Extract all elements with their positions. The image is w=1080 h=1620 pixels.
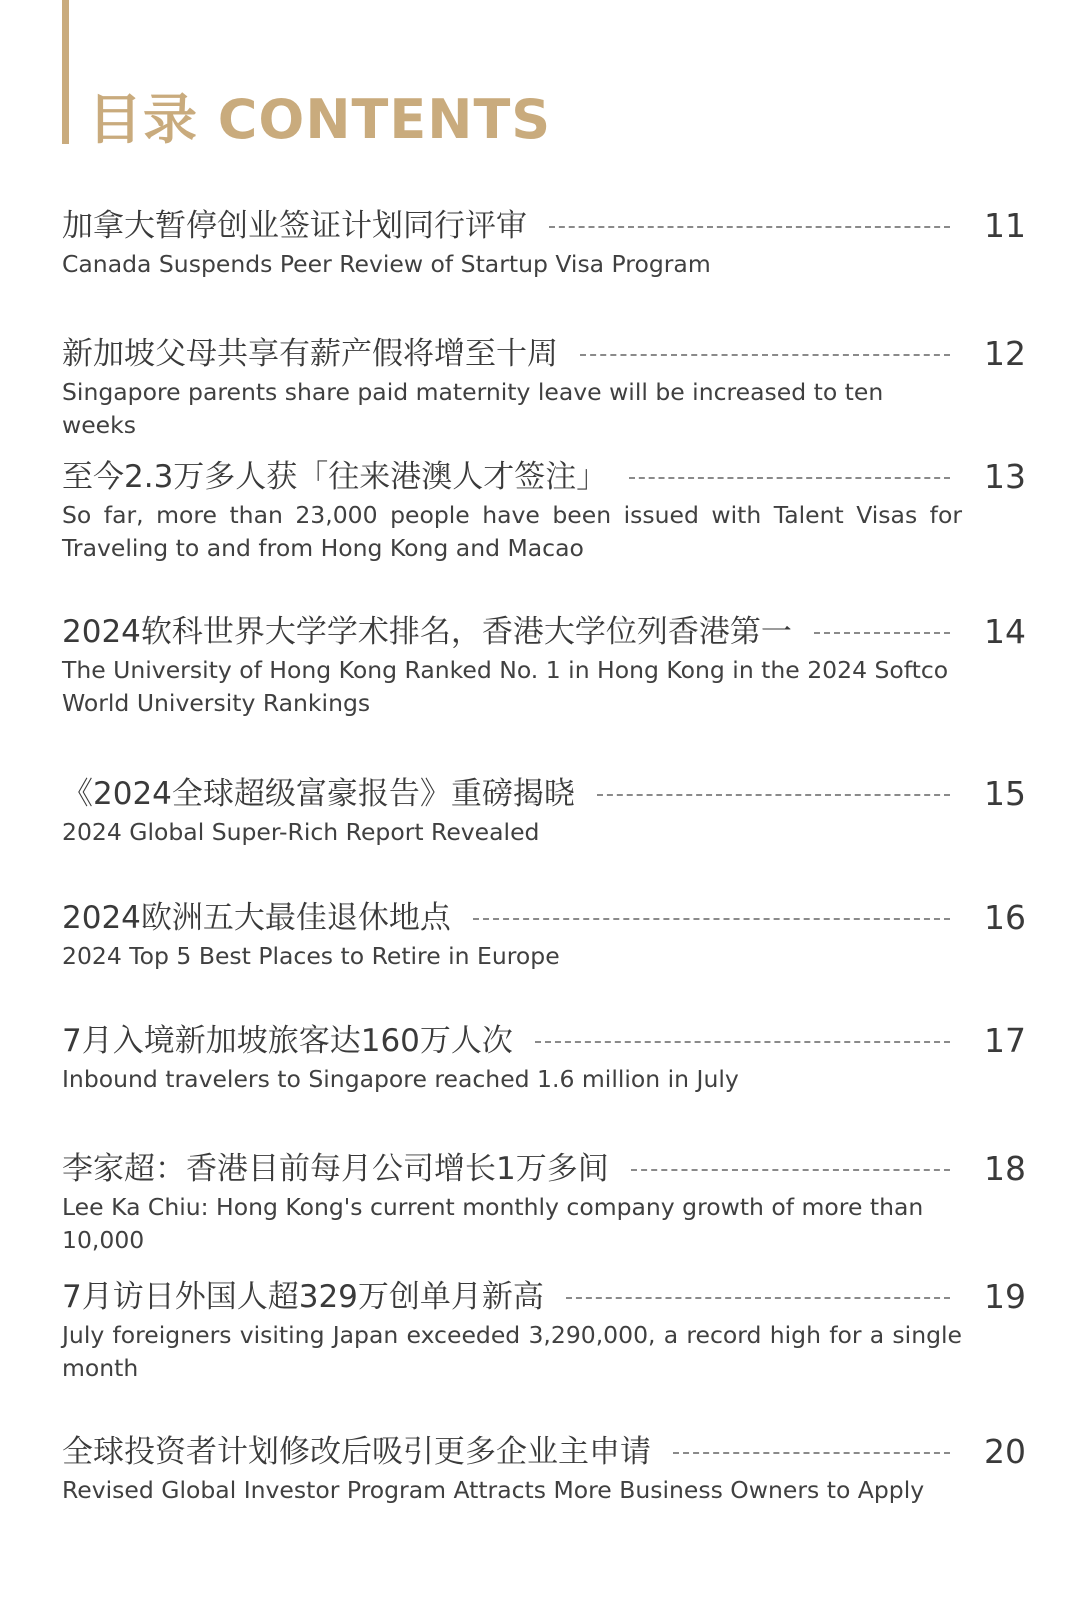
dot-leader: [631, 1169, 950, 1171]
toc-title-zh: 加拿大暂停创业签证计划同行评审: [62, 208, 527, 244]
toc-title-zh: 新加坡父母共享有薪产假将增至十周: [62, 336, 558, 372]
page-number: 12: [984, 334, 1026, 373]
dot-leader: [473, 918, 950, 920]
toc-title-en: Lee Ka Chiu: Hong Kong's current monthly company growth of more than 10,000: [62, 1193, 924, 1254]
toc-entry[interactable]: [62, 1145, 1026, 1257]
toc-title-en: Revised Global Investor Program Attracts More Business Owners to Apply: [62, 1476, 925, 1504]
toc-title-en: The University of Hong Kong Ranked No. 1 in Hong Kong in the 2024 Softco World University Rankings: [62, 656, 949, 717]
dot-leader: [597, 794, 950, 796]
toc-title-row: [62, 202, 1026, 250]
toc-title-en: Canada Suspends Peer Review of Startup Visa Program: [62, 250, 711, 278]
page-number: 17: [984, 1021, 1026, 1060]
dot-leader: [549, 226, 950, 228]
toc-title-row: [62, 330, 1026, 378]
toc-title-row: [62, 1428, 1026, 1476]
dot-leader: [673, 1452, 950, 1454]
dot-leader: [814, 632, 950, 634]
toc-entry[interactable]: [62, 608, 1026, 720]
toc-title-row: [62, 453, 1026, 501]
toc-entry[interactable]: [62, 453, 1026, 565]
toc-title-zh: 2024软科世界大学学术排名，香港大学位列香港第一: [62, 614, 792, 650]
toc-entry[interactable]: [62, 202, 1026, 281]
toc-entry[interactable]: [62, 1017, 1026, 1096]
toc-title-zh: 全球投资者计划修改后吸引更多企业主申请: [62, 1434, 651, 1470]
page-number: 15: [984, 774, 1026, 813]
page-number: 20: [984, 1432, 1026, 1471]
toc-title-row: [62, 1017, 1026, 1065]
toc-title-en: 2024 Global Super-Rich Report Revealed: [62, 818, 540, 846]
toc-title-zh: 7月访日外国人超329万创单月新高: [62, 1279, 544, 1315]
page-number: 14: [984, 612, 1026, 651]
toc-title-row: [62, 894, 1026, 942]
toc-title-row: [62, 770, 1026, 818]
toc-title-en: 2024 Top 5 Best Places to Retire in Europe: [62, 942, 560, 970]
toc-entry[interactable]: [62, 770, 1026, 849]
toc-entry[interactable]: [62, 1273, 1026, 1385]
dot-leader: [566, 1297, 950, 1299]
page-number: 16: [984, 898, 1026, 937]
toc-title-en: Singapore parents share paid maternity leave will be increased to ten weeks: [62, 378, 884, 439]
dot-leader: [535, 1041, 950, 1043]
toc-title-row: [62, 608, 1026, 656]
page-number: 11: [984, 206, 1026, 245]
toc-title-en: July foreigners visiting Japan exceeded 3,290,000, a record high for a single month: [62, 1321, 962, 1382]
page-number: 13: [984, 457, 1026, 496]
toc-title-en: So far, more than 23,000 people have been issued with Talent Visas for Traveling to and from Hong Kong and Macao: [62, 501, 962, 562]
page-title: 目录 CONTENTS: [88, 88, 552, 151]
toc-title-zh: 至今2.3万多人获「往来港澳人才签注」: [62, 459, 608, 495]
toc-entry[interactable]: [62, 330, 1026, 442]
dot-leader: [580, 354, 950, 356]
toc-title-zh: 《2024全球超级富豪报告》重磅揭晓: [62, 776, 575, 812]
toc-title-en: Inbound travelers to Singapore reached 1.6 million in July: [62, 1065, 739, 1093]
page-number: 18: [984, 1149, 1026, 1188]
toc-title-row: [62, 1145, 1026, 1193]
toc-entry[interactable]: [62, 1428, 1026, 1507]
toc-title-row: [62, 1273, 1026, 1321]
toc-entry[interactable]: [62, 894, 1026, 973]
toc-title-zh: 7月入境新加坡旅客达160万人次: [62, 1023, 513, 1059]
dot-leader: [629, 477, 950, 479]
page-number: 19: [984, 1277, 1026, 1316]
toc-title-zh: 2024欧洲五大最佳退休地点: [62, 900, 451, 936]
toc-title-zh: 李家超：香港目前每月公司增长1万多间: [62, 1151, 609, 1187]
